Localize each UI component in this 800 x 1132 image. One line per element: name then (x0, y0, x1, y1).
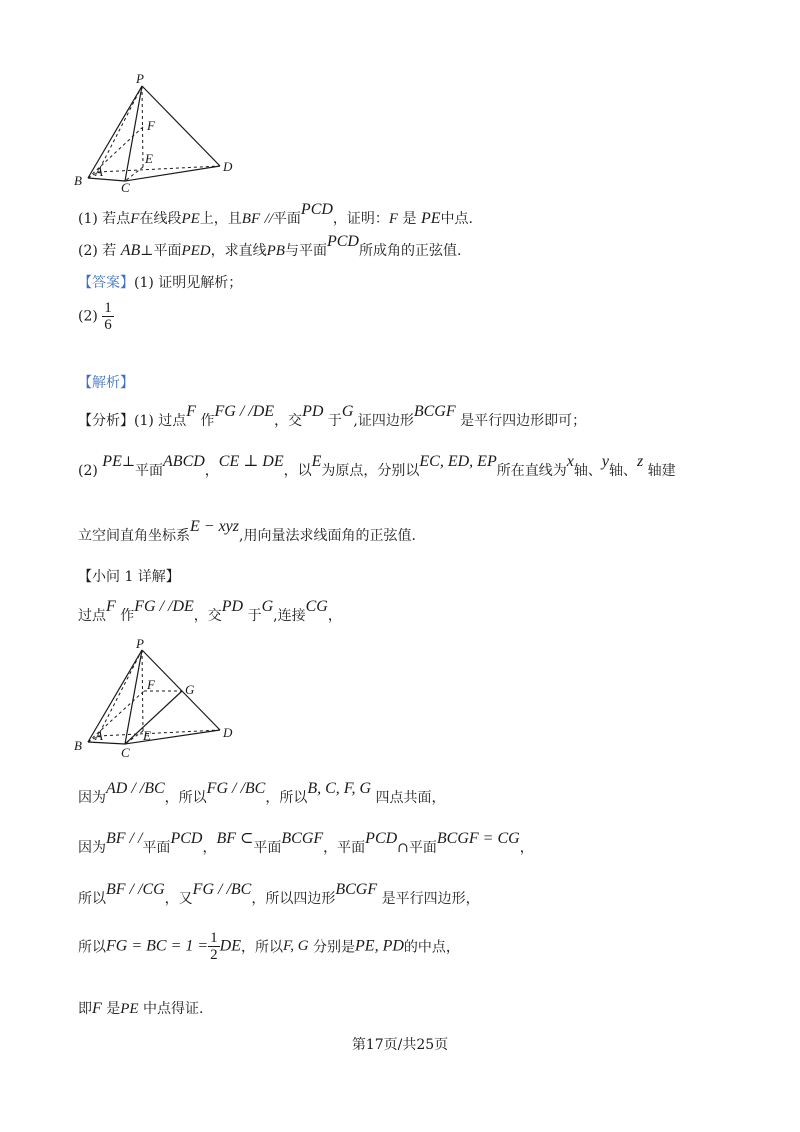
question-1: (1) 若点F在线段PE上，且BF //平面PCD，证明：F 是 PE中点. (78, 201, 473, 227)
label-b: B (74, 173, 82, 188)
detail-line-1: 过点F 作FG / /DE，交PD 于G,连接CG， (78, 598, 342, 624)
label-d: D (223, 159, 233, 174)
pyramid-figure-1 (70, 70, 250, 195)
analysis-tag: 【解析】 (78, 375, 134, 391)
label-c: C (121, 180, 130, 195)
label-d: D (223, 725, 233, 740)
label-a: A (95, 728, 103, 743)
label-c: C (121, 745, 130, 760)
detail-tag: 【小问 1 详解】 (78, 569, 180, 585)
detail-line-3: 因为BF / /平面PCD，BF ⊂平面BCGF，平面PCD∩平面BCGF = CG， (78, 830, 534, 856)
label-f: F (147, 677, 155, 692)
label-a: A (95, 164, 103, 179)
detail-line-4: 所以BF / /CG，又FG / /BC，所以四边形BCGF 是平行四边形， (78, 881, 480, 907)
answer-line: 【答案】(1) 证明见解析； (78, 275, 243, 291)
answer-fraction: $\frac{1}{6}$ (104, 300, 112, 333)
label-e: E (143, 728, 151, 743)
detail-line-6: 即F 是PE 中点得证. (78, 1000, 204, 1017)
answer-2: (2) $\frac{1}{6}$ (78, 300, 112, 333)
analysis-line-3: 立空间直角坐标系E − xyz,用向量法求线面角的正弦值. (78, 518, 416, 544)
question-2: (2) 若 AB⊥平面PED，求直线PB与平面PCD所成角的正弦值. (78, 233, 462, 259)
label-b: B (74, 738, 82, 753)
label-f: F (147, 118, 155, 133)
analysis-line-2: (2) PE⊥平面ABCD，CE ⊥ DE，以E为原点，分别以EC, ED, EP所在直线为x轴、y轴、z 轴建 (78, 453, 676, 479)
label-g: G (185, 682, 195, 697)
label-p: P (136, 636, 144, 651)
page-number: 第17页/共25页 (351, 1037, 449, 1053)
analysis-line-1: 【分析】(1) 过点F 作FG / /DE，交PD 于G,证四边形BCGF 是平行四边形即可； (78, 403, 587, 429)
detail-line-2: 因为AD / /BC，所以FG / /BC，所以B, C, F, G 四点共面， (78, 780, 446, 806)
half-fraction: $\frac{1}{2}$ (210, 930, 218, 963)
label-p: P (136, 71, 144, 86)
label-e: E (145, 151, 153, 166)
pyramid-figure-2 (70, 636, 250, 761)
detail-line-5: 所以FG = BC = 1 = $\frac{1}{2}$ DE，所以F, G 分别是PE, PD的中点， (78, 930, 460, 963)
